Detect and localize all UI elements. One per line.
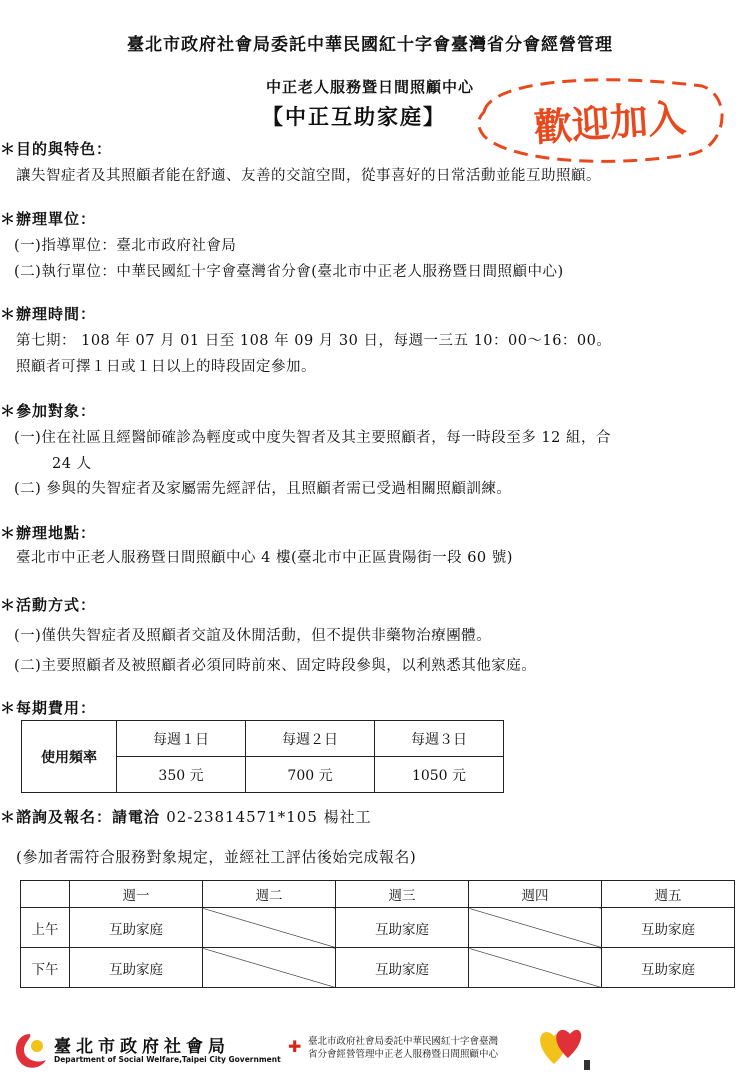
schedule-table xyxy=(20,880,735,988)
fee-value-2: 700 元 xyxy=(246,757,375,793)
time-title: ＊辦理時間： xyxy=(0,305,97,323)
schedule-cell: 互助家庭 xyxy=(336,948,469,988)
footer-left-title: 臺北市政府社會局 xyxy=(54,1037,230,1057)
organizer-item-2: (二)執行單位：中華民國紅十字會臺灣省分會(臺北市中正老人服務暨日間照顧中心) xyxy=(14,264,564,280)
purpose-text: 讓失智症者及其照顧者能在舒適、友善的交誼空間，從事喜好的日常活動並能互助照顧。 xyxy=(16,168,601,184)
schedule-row-label: 下午 xyxy=(21,948,70,988)
fee-header-1: 每週１日 xyxy=(117,721,246,757)
schedule-cell: 互助家庭 xyxy=(336,908,469,948)
footer-mid-line1: 臺北市政府社會局委託中華民國紅十字會臺灣 xyxy=(308,1036,499,1047)
welcome-stamp xyxy=(470,74,728,164)
schedule-cell-empty xyxy=(203,948,336,988)
contact-phone: 02-23814571*105 楊社工 xyxy=(166,808,372,826)
schedule-day-1: 週一 xyxy=(70,881,203,908)
heart-logo-icon xyxy=(534,1018,604,1078)
contact-line xyxy=(0,806,372,827)
stamp-text: 歡迎加入 xyxy=(532,95,688,151)
target-item-2: (二) 參與的失智症者及家屬需先經評估，且照顧者需已受過相關照顧訓練。 xyxy=(14,481,512,497)
activity-title: ＊活動方式： xyxy=(0,596,97,614)
footer-mid-line2: 省分會經營管理中正老人服務暨日間照顧中心 xyxy=(308,1049,499,1060)
footer-dementia-logo xyxy=(534,1018,604,1078)
fee-value-1: 350 元 xyxy=(117,757,246,793)
contact-title: ＊諮詢及報名：請電洽 xyxy=(0,808,161,826)
schedule-cell: 互助家庭 xyxy=(602,948,735,988)
header-line2: 中正老人服務暨日間照顧中心 xyxy=(265,78,474,96)
fee-title: ＊每期費用： xyxy=(0,699,97,717)
page-title: 【中正互助家庭】 xyxy=(262,104,446,129)
schedule-cell: 互助家庭 xyxy=(602,908,735,948)
schedule-row-morning xyxy=(21,908,735,948)
fee-header-2: 每週２日 xyxy=(246,721,375,757)
target-title: ＊參加對象： xyxy=(0,402,97,420)
schedule-cell-empty xyxy=(469,948,602,988)
fee-header-3: 每週３日 xyxy=(375,721,504,757)
time-line-2: 照顧者可擇１日或１日以上的時段固定參加。 xyxy=(16,359,316,375)
footer-left-subtitle: Department of Social Welfare,Taipei City Government xyxy=(54,1055,281,1064)
schedule-row-afternoon xyxy=(21,948,735,988)
schedule-cell: 互助家庭 xyxy=(70,948,203,988)
purpose-title: ＊目的與特色： xyxy=(0,140,113,158)
schedule-day-3: 週三 xyxy=(336,881,469,908)
schedule-corner xyxy=(21,881,70,908)
schedule-day-4: 週四 xyxy=(469,881,602,908)
fee-value-3: 1050 元 xyxy=(375,757,504,793)
location-title: ＊辦理地點： xyxy=(0,524,97,542)
activity-item-1: (一)僅供失智症者及照顧者交誼及休閒活動，但不提供非藥物治療團體。 xyxy=(14,628,492,644)
header-line1: 臺北市政府社會局委託中華民國紅十字會臺灣省分會經營管理 xyxy=(127,35,613,55)
schedule-cell-empty xyxy=(469,908,602,948)
organizer-item-1: (一)指導單位：臺北市政府社會局 xyxy=(14,238,237,254)
fee-row-label: 使用頻率 xyxy=(22,721,117,793)
schedule-cell: 互助家庭 xyxy=(70,908,203,948)
organizer-title: ＊辦理單位： xyxy=(0,210,97,228)
schedule-cell-empty xyxy=(203,908,336,948)
red-cross-icon: ✚ xyxy=(288,1037,302,1056)
footer-social-welfare-logo xyxy=(10,1028,281,1074)
taipei-logo-icon xyxy=(10,1030,50,1072)
schedule-day-5: 週五 xyxy=(602,881,735,908)
time-line-1: 第七期： 108 年 07 月 01 日至 108 年 09 月 30 日，每週一三五 10：00～16：00。 xyxy=(16,333,612,349)
contact-note: (參加者需符合服務對象規定，並經社工評估後始完成報名) xyxy=(16,848,417,866)
schedule-row-label: 上午 xyxy=(21,908,70,948)
location-text: 臺北市中正老人服務暨日間照顧中心 4 樓(臺北市中正區貴陽街一段 60 號) xyxy=(16,550,513,566)
fee-table xyxy=(21,720,504,793)
schedule-day-2: 週二 xyxy=(203,881,336,908)
target-item-1: (一)住在社區且經醫師確診為輕度或中度失智者及其主要照顧者，每一時段至多 12 組，合 xyxy=(14,430,611,446)
target-item-1-cont: 24 人 xyxy=(52,456,92,472)
activity-item-2: (二)主要照顧者及被照顧者必須同時前來、固定時段參與，以利熟悉其他家庭。 xyxy=(14,658,537,674)
